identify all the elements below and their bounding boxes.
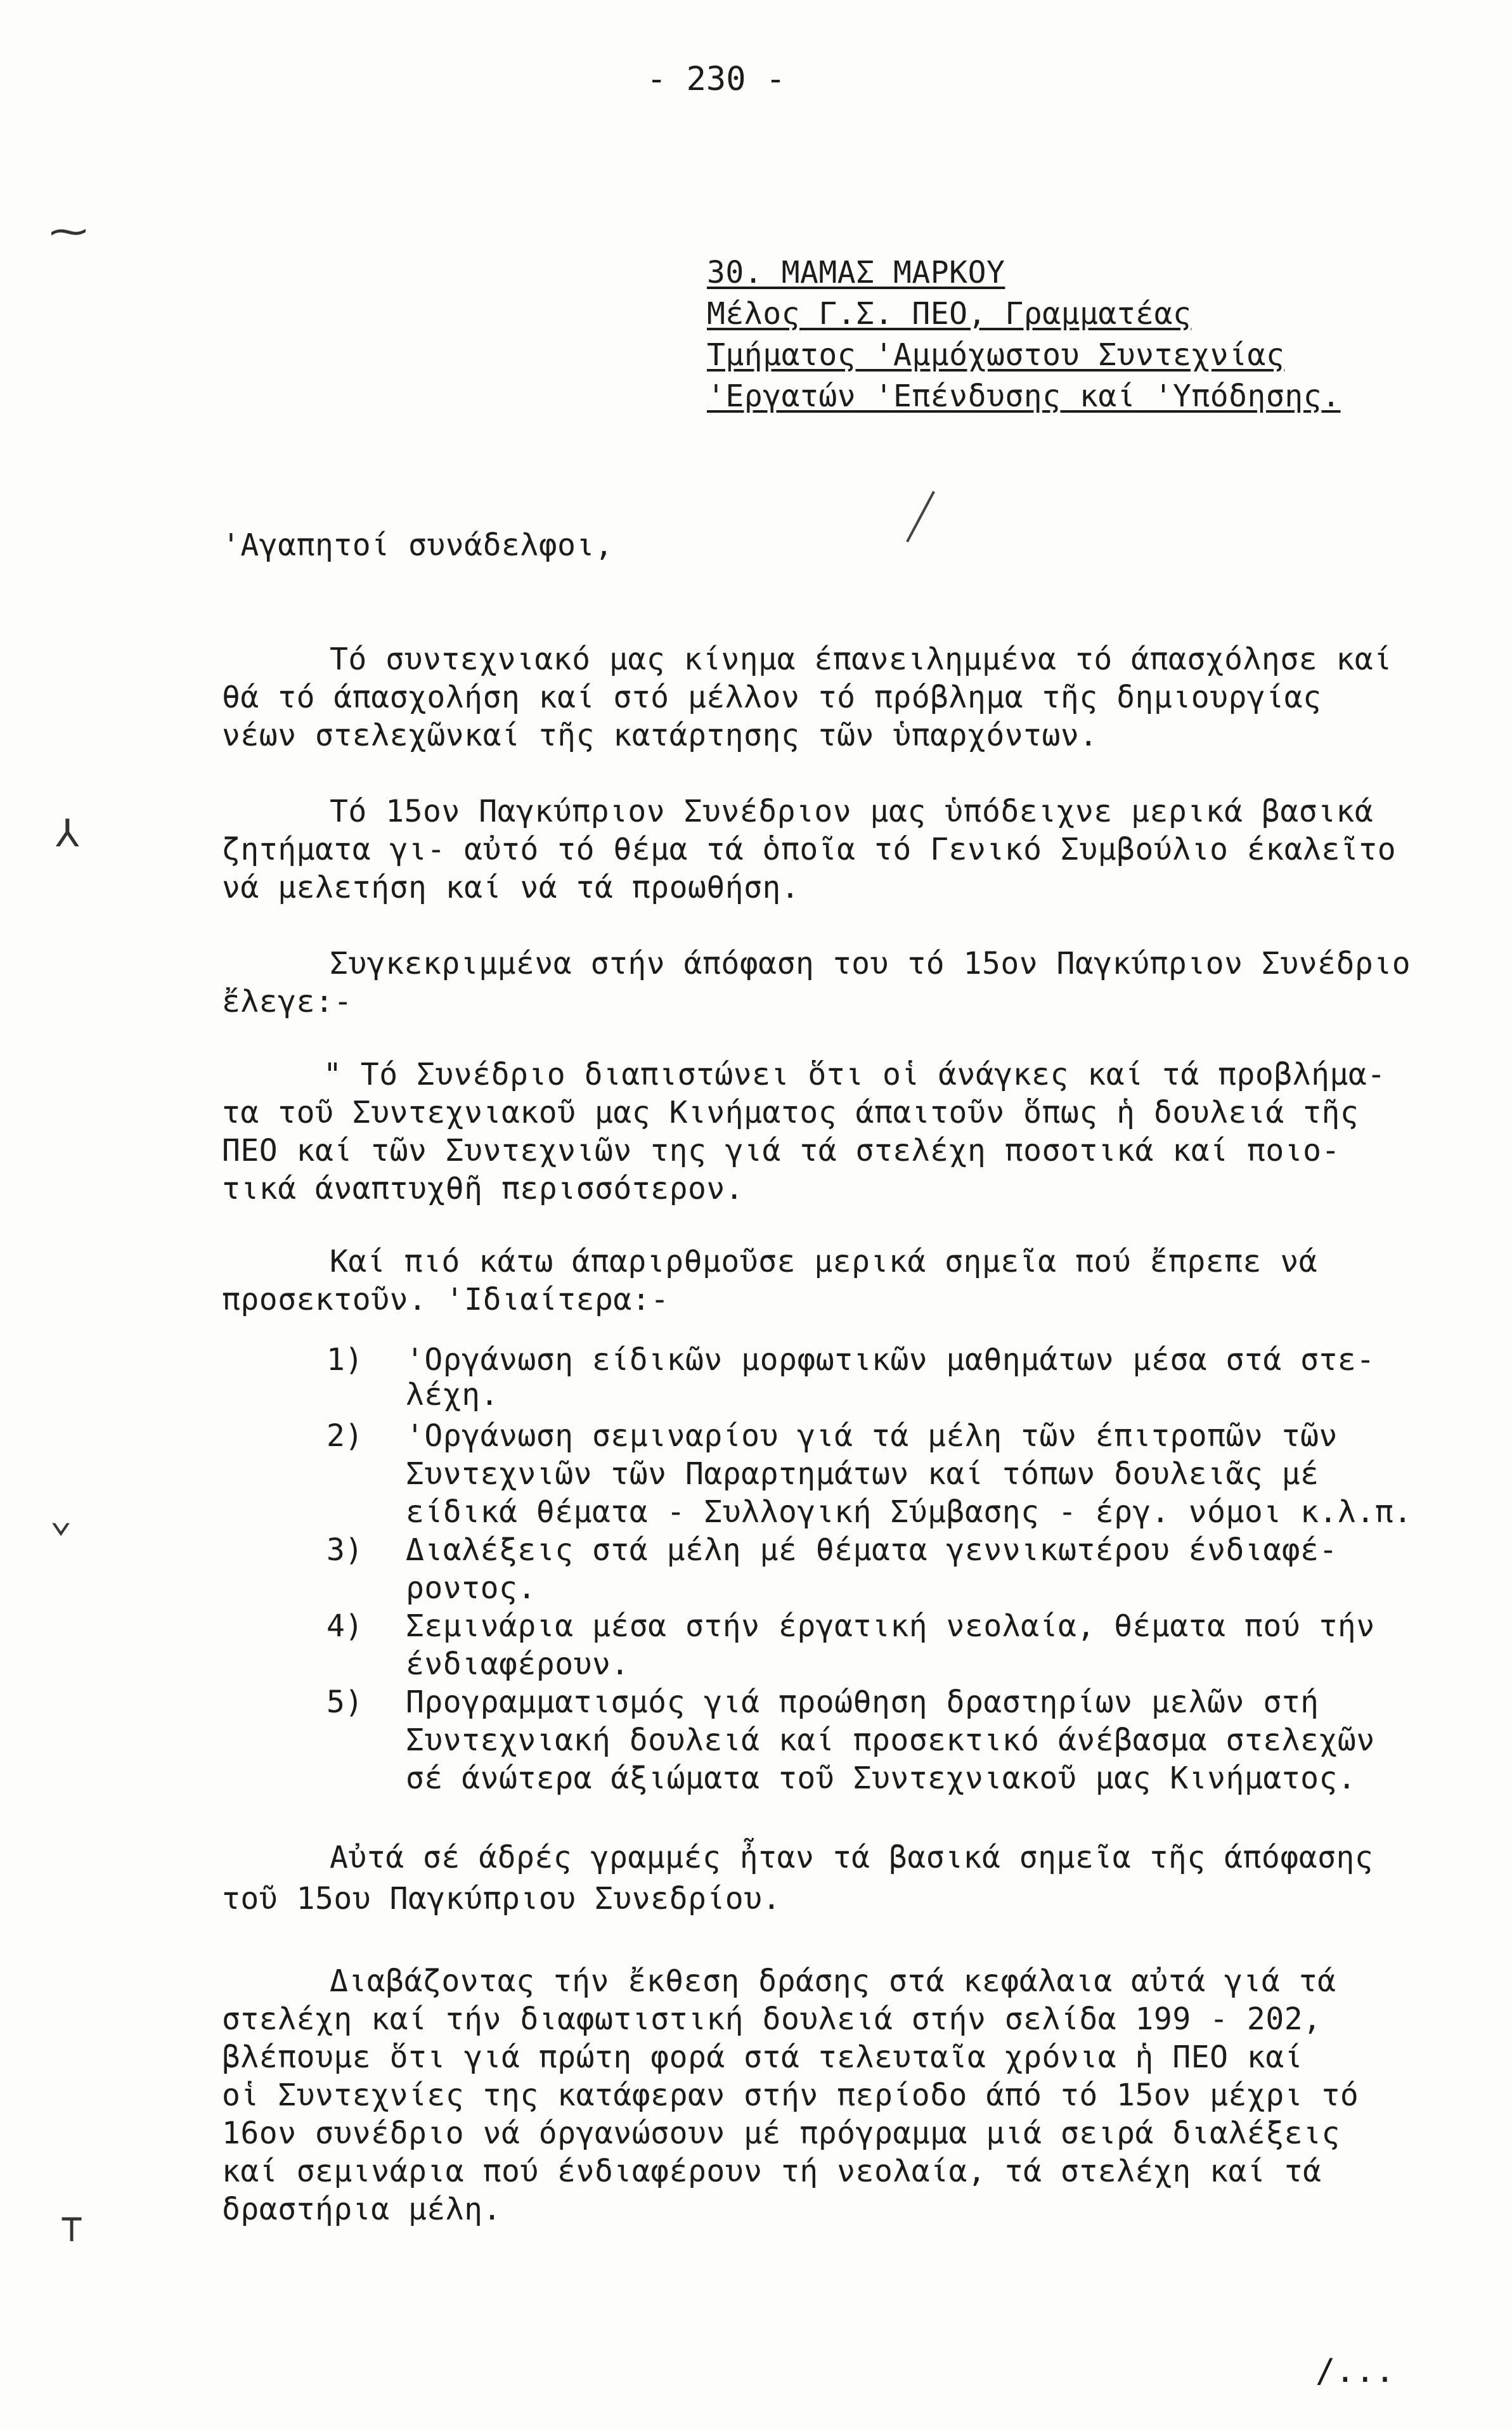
salutation: 'Αγαπητοί συνάδελφοι, bbox=[222, 527, 614, 563]
list-item-line: είδικά θέματα - Συλλογική Σύμβασης - έργ. νόμοι κ.λ.π. bbox=[406, 1494, 1412, 1530]
pen-stroke-mark bbox=[906, 491, 935, 542]
list-number: 2) bbox=[326, 1418, 363, 1454]
list-number: 3) bbox=[326, 1532, 363, 1568]
paragraph-line: Τό συντεχνιακό μας κίνημα έπανειλημμένα τό άπασχόλησε καί bbox=[330, 642, 1392, 677]
quote-line: ΠΕΟ καί τῶν Συντεχνιῶν της γιά τά στελέχη ποσοτικά καί ποιο- bbox=[222, 1133, 1340, 1168]
author-line: 30. ΜΑΜΑΣ ΜΑΡΚΟΥ bbox=[707, 255, 1005, 290]
paragraph-line: βλέπουμε ὅτι γιά πρώτη φορά στά τελευταῖα χρόνια ἡ ΠΕΟ καί bbox=[222, 2039, 1303, 2075]
list-number: 1) bbox=[326, 1342, 363, 1378]
list-item-line: λέχη. bbox=[406, 1377, 499, 1412]
author-line: Μέλος Γ.Σ. ΠΕΟ, Γραμματέας bbox=[707, 296, 1192, 332]
list-item-line: 'Οργάνωση είδικῶν μορφωτικῶν μαθημάτων μέσα στά στε- bbox=[406, 1342, 1375, 1378]
author-line: 'Εργατών 'Επένδυσης καί 'Υπόδησης. bbox=[707, 378, 1341, 414]
margin-mark-3: ⌄ bbox=[49, 1496, 73, 1541]
list-item-line: ροντος. bbox=[406, 1570, 536, 1606]
paragraph-line: προσεκτοῦν. 'Ιδιαίτερα:- bbox=[222, 1282, 669, 1317]
paragraph-line: Διαβάζοντας τήν ἔκθεση δράσης στά κεφάλαια αὐτά γιά τά bbox=[330, 1963, 1336, 1999]
paragraph-line: οἱ Συντεχνίες της κατάφεραν στήν περίοδο άπό τό 15ον μέχρι τό bbox=[222, 2078, 1359, 2113]
author-line: Τμήματος 'Αμμόχωστου Συντεχνίας bbox=[707, 337, 1285, 373]
paragraph-line: Τό 15ον Παγκύπριον Συνέδριον μας ὑπόδειχνε μερικά βασικά bbox=[330, 794, 1374, 829]
list-item-line: Προγραμματισμός γιά προώθηση δραστηρίων μελῶν στή bbox=[406, 1684, 1319, 1720]
paragraph-line: Καί πιό κάτω άπαριρθμοῦσε μερικά σημεῖα πού ἔπρεπε νά bbox=[330, 1244, 1318, 1279]
paragraph-line: ἔλεγε:- bbox=[222, 984, 352, 1019]
list-item-line: ένδιαφέρουν. bbox=[406, 1646, 630, 1682]
list-item-line: σέ άνώτερα άξιώματα τοῦ Συντεχνιακοῦ μας Κινήματος. bbox=[406, 1761, 1357, 1796]
margin-mark-2: ⅄ bbox=[56, 811, 79, 856]
paragraph-line: νέων στελεχῶνκαί τῆς κατάρτησης τῶν ὑπαρχόντων. bbox=[222, 718, 1098, 753]
list-number: 4) bbox=[326, 1608, 363, 1644]
paragraph-line: Συγκεκριμμένα στήν άπόφαση του τό 15ον Παγκύπριον Συνέδριο bbox=[330, 946, 1411, 981]
paragraph-line: ζητήματα γι- αὐτό τό θέμα τά ὁποῖα τό Γενικό Συμβούλιο έκαλεῖτο bbox=[222, 832, 1397, 867]
margin-mark-1: ⁓ bbox=[49, 209, 87, 254]
paragraph-line: 16ον συνέδριο νά όργανώσουν μέ πρόγραμμα μιά σειρά διαλέξεις bbox=[222, 2116, 1340, 2151]
paragraph-line: τοῦ 15ου Παγκύπριου Συνεδρίου. bbox=[222, 1881, 781, 1916]
list-item-line: Σεμινάρια μέσα στήν έργατική νεολαία, θέματα πού τήν bbox=[406, 1608, 1375, 1644]
list-item-line: 'Οργάνωση σεμιναρίου γιά τά μέλη τῶν έπιτροπῶν τῶν bbox=[406, 1418, 1338, 1454]
list-item-line: Συντεχνιῶν τῶν Παραρτημάτων καί τόπων δουλειᾶς μέ bbox=[406, 1456, 1319, 1492]
paragraph-line: δραστήρια μέλη. bbox=[222, 2192, 501, 2227]
paragraph-line: νά μελετήση καί νά τά προωθήση. bbox=[222, 870, 800, 905]
paragraph-line: θά τό άπασχολήση καί στό μέλλον τό πρόβλημα τῆς δημιουργίας bbox=[222, 680, 1322, 715]
continuation-mark: /... bbox=[1315, 2352, 1395, 2390]
quote-line: τικά άναπτυχθῆ περισσότερον. bbox=[222, 1171, 744, 1206]
paragraph-line: στελέχη καί τήν διαφωτιστική δουλειά στήν σελίδα 199 - 202, bbox=[222, 2001, 1322, 2037]
page-number: - 230 - bbox=[647, 60, 786, 98]
paragraph-line: Αὐτά σέ άδρές γραμμές ἦταν τά βασικά σημεῖα τῆς άπόφασης bbox=[330, 1840, 1374, 1875]
margin-mark-4: ⊤ bbox=[60, 2206, 84, 2251]
quote-line: " Τό Συνέδριο διαπιστώνει ὅτι οἱ άνάγκες καί τά προβλήμα- bbox=[323, 1057, 1386, 1092]
list-item-line: Συντεχνιακή δουλειά καί προσεκτικό άνέβασμα στελεχῶν bbox=[406, 1722, 1375, 1758]
paragraph-line: καί σεμινάρια πού ένδιαφέρουν τή νεολαία, τά στελέχη καί τά bbox=[222, 2154, 1322, 2189]
list-item-line: Διαλέξεις στά μέλη μέ θέματα γεννικωτέρου ένδιαφέ- bbox=[406, 1532, 1338, 1568]
quote-line: τα τοῦ Συντεχνιακοῦ μας Κινήματος άπαιτοῦν ὅπως ἡ δουλειά τῆς bbox=[222, 1095, 1359, 1130]
list-number: 5) bbox=[326, 1684, 363, 1720]
